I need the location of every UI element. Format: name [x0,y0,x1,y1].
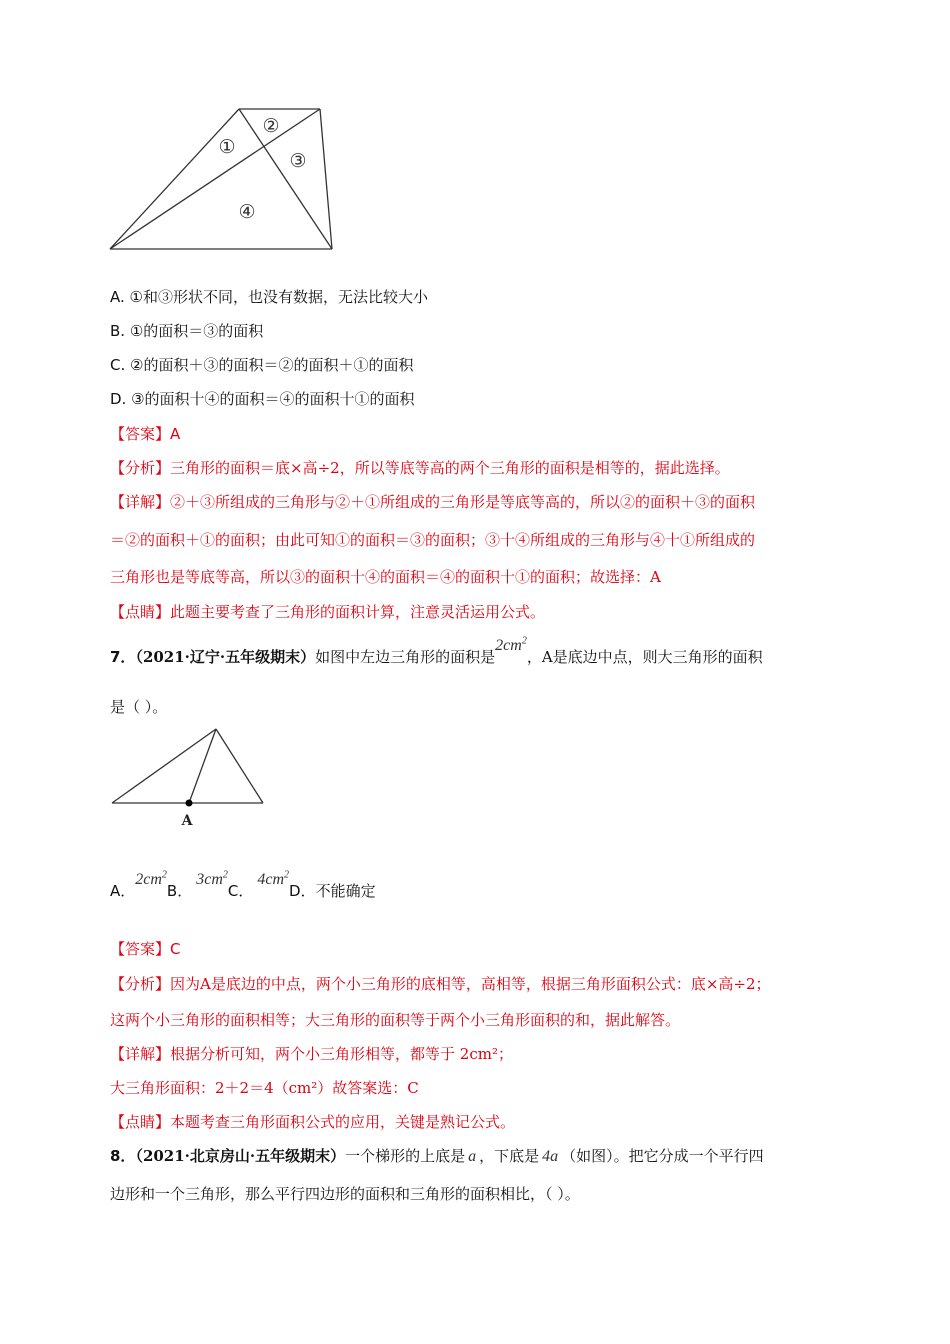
q6-detail-line-1: 【详解】②＋③所组成的三角形与②＋①所组成的三角形是等底等高的，所以②的面积＋③的面积 [110,493,756,511]
q7-option-d-letter: D． [289,882,316,900]
q6-option-d: D. ③的面积十④的面积＝④的面积十①的面积 [110,390,415,408]
q7-detail-line-1: 【详解】根据分析可知，两个小三角形相等，都等于 2cm²； [110,1045,513,1063]
q7-stem-line-2: 是（ ）。 [110,698,168,716]
midpoint-dot [186,800,193,807]
q7-option-c-letter: C． [227,882,254,900]
q6-answer: 【答案】A [110,425,181,443]
edge-left [110,109,239,249]
q7-stem-math: $2cm^2$ [495,635,527,654]
q8-stem-line-2: 边形和一个三角形，那么平行四边形的面积和三角形的面积相比，（ ）。 [110,1185,580,1203]
q6-comment: 【点睛】此题主要考查了三角形的面积计算，注意灵活运用公式。 [110,603,546,621]
q6-option-b: B. ①的面积＝③的面积 [110,322,264,340]
q7-option-b-letter: B． [166,882,193,900]
q7-option-a-value: $2cm^2$ [135,869,167,888]
q8-math-a: a [468,1148,477,1165]
edge-right [320,109,332,249]
region-label-4: ④ [238,201,256,223]
triangle-midpoint-diagram [105,722,275,832]
q7-option-b-value: $3cm^2$ [196,869,228,888]
q8-stem: 8．（2021·北京房山·五年级期末）一个梯形的上底是 a ，下底是 4a （如图）。把它分成一个平行四 [110,1147,764,1165]
region-label-3: ③ [289,150,307,172]
q7-answer: 【答案】C [110,940,181,958]
q7-option-d-text: 不能确定 [315,882,376,900]
q6-detail-line-2: ＝②的面积＋①的面积；由此可知①的面积＝③的面积；③十④所组成的三角形与④十①所组成的 [110,531,756,549]
region-label-1: ① [218,136,236,158]
q7-option-a-letter: A． [110,882,136,900]
q6-option-c: C. ②的面积＋③的面积＝②的面积＋①的面积 [110,356,414,374]
diagonal-2 [110,109,320,249]
triangle-left-side [112,729,216,803]
region-label-2: ② [262,115,280,137]
q7-option-c-value: $4cm^2$ [257,869,290,888]
q7-analysis-line-1: 【分析】因为A是底边的中点，两个小三角形的底相等，高相等，根据三角形面积公式：底×高÷2； [110,975,771,993]
midpoint-label: A [181,813,193,829]
triangle-right-side [216,729,263,803]
median-line [189,729,216,803]
q7-options [110,869,376,901]
q6-detail-line-3: 三角形也是等底等高，所以③的面积十④的面积＝④的面积十①的面积；故选择：A [110,568,661,586]
q7-comment: 【点睛】本题考查三角形面积公式的应用，关键是熟记公式。 [110,1113,516,1131]
q7-analysis-line-2: 这两个小三角形的面积相等；大三角形的面积等于两个小三角形面积的和，据此解答。 [110,1011,681,1029]
q8-math-b: 4a [542,1148,559,1165]
q6-analysis: 【分析】三角形的面积＝底×高÷2，所以等底等高的两个三角形的面积是相等的，据此选择。 [110,459,730,477]
q7-detail-line-2: 大三角形面积：2＋2＝4（cm²）故答案选：C [110,1079,419,1097]
q6-option-a: A. ①和③形状不同，也没有数据，无法比较大小 [110,288,428,306]
quadrilateral-diagram [100,100,350,260]
diagonal-1 [239,109,332,249]
q7-stem: 7．（2021·辽宁·五年级期末）如图中左边三角形的面积是$2cm^2$，A是底边中点，则大三角形的面积 [110,635,763,666]
